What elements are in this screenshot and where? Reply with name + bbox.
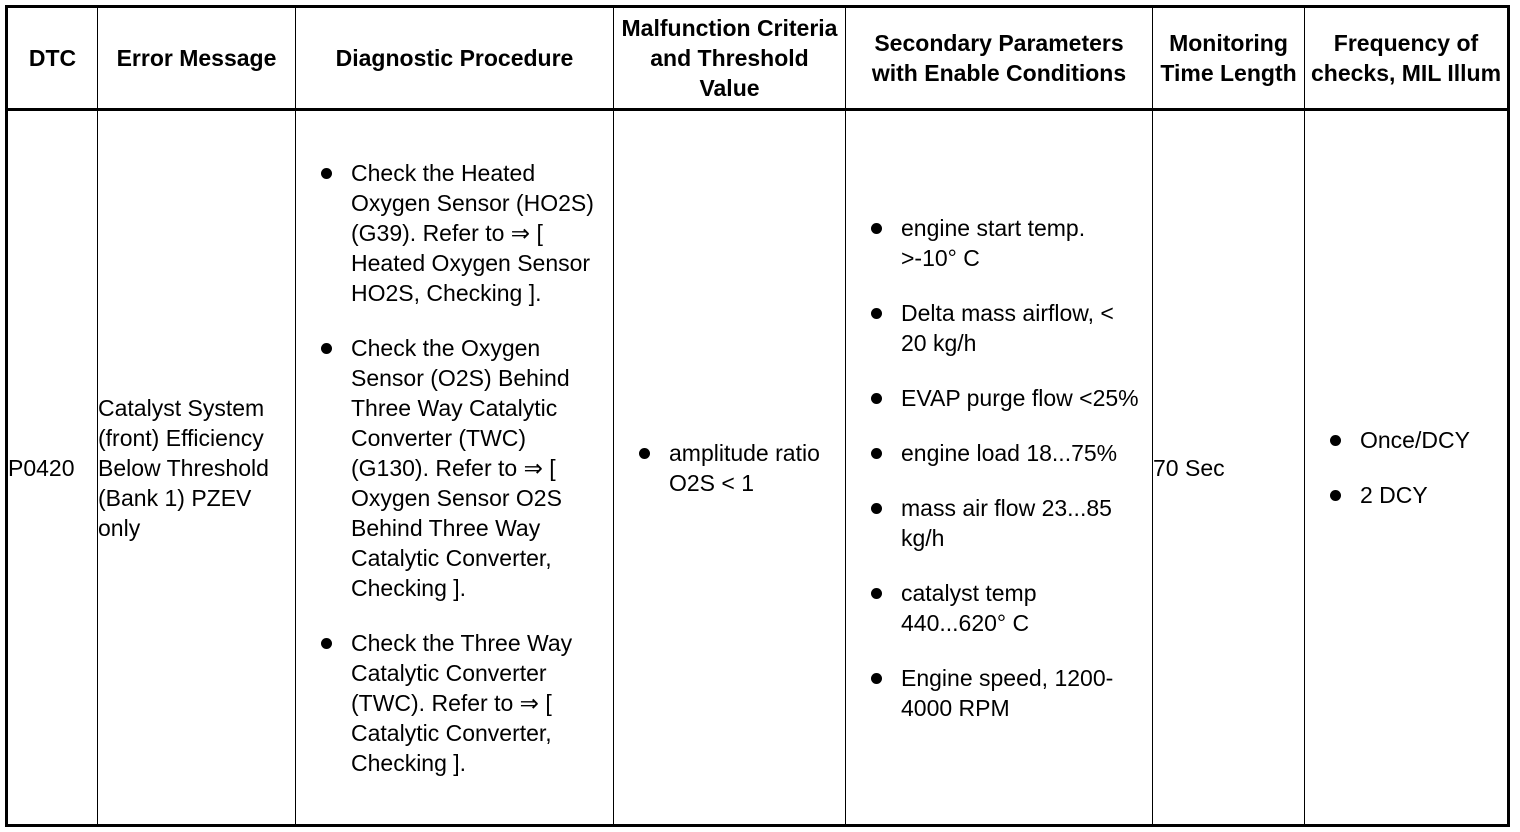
parameter-item: EVAP purge flow <25% bbox=[846, 383, 1152, 413]
parameter-item: Engine speed, 1200-4000 RPM bbox=[846, 663, 1152, 723]
error-message-cell bbox=[98, 110, 296, 826]
diagnostic-procedure-list bbox=[296, 158, 613, 778]
table-row bbox=[7, 110, 1509, 826]
criteria-item: amplitude ratio O2S < 1 bbox=[614, 438, 845, 498]
secondary-parameters-list bbox=[846, 213, 1152, 723]
secondary-parameters-cell bbox=[846, 110, 1153, 826]
procedure-step: Check the Oxygen Sensor (O2S) Behind Three Way Catalytic Converter (TWC) (G130). Refer to ⇒ [ Oxygen Sensor O2S Behind Three Way Catalytic Converter, Checking ]. bbox=[296, 333, 613, 603]
parameter-item: catalyst temp 440...620° C bbox=[846, 578, 1152, 638]
header-secondary-parameters: Secondary Parameters with Enable Conditions bbox=[846, 7, 1153, 110]
parameter-item: mass air flow 23...85 kg/h bbox=[846, 493, 1152, 553]
dtc-table bbox=[5, 5, 1510, 827]
malfunction-criteria-cell bbox=[614, 110, 846, 826]
parameter-item: engine start temp. >-10° C bbox=[846, 213, 1152, 273]
header-malfunction-criteria: Malfunction Criteria and Threshold Value bbox=[614, 7, 846, 110]
malfunction-criteria-list bbox=[614, 438, 845, 498]
procedure-step: Check the Three Way Catalytic Converter (TWC). Refer to ⇒ [ Catalytic Converter, Checking ]. bbox=[296, 628, 613, 778]
header-dtc: DTC bbox=[7, 7, 98, 110]
header-monitoring-time: Monitoring Time Length bbox=[1153, 7, 1305, 110]
frequency-cell bbox=[1305, 110, 1509, 826]
diagnostic-procedure-cell bbox=[296, 110, 614, 826]
header-error-message: Error Message bbox=[98, 7, 296, 110]
parameter-item: engine load 18...75% bbox=[846, 438, 1152, 468]
dtc-code-cell bbox=[7, 110, 98, 826]
parameter-item: Delta mass airflow, < 20 kg/h bbox=[846, 298, 1152, 358]
header-frequency: Frequency of checks, MIL Illum bbox=[1305, 7, 1509, 110]
header-row bbox=[7, 7, 1509, 110]
monitoring-time-cell bbox=[1153, 110, 1305, 826]
monitoring-time: 70 Sec bbox=[1153, 454, 1225, 481]
frequency-list bbox=[1305, 425, 1507, 510]
frequency-item: 2 DCY bbox=[1305, 480, 1507, 510]
procedure-step: Check the Heated Oxygen Sensor (HO2S) (G39). Refer to ⇒ [ Heated Oxygen Sensor HO2S, Checking ]. bbox=[296, 158, 613, 308]
dtc-code: P0420 bbox=[8, 454, 75, 481]
frequency-item: Once/DCY bbox=[1305, 425, 1507, 455]
error-message: Catalyst System (front) Efficiency Below Threshold (Bank 1) PZEV only bbox=[98, 394, 269, 541]
header-diagnostic-procedure: Diagnostic Procedure bbox=[296, 7, 614, 110]
